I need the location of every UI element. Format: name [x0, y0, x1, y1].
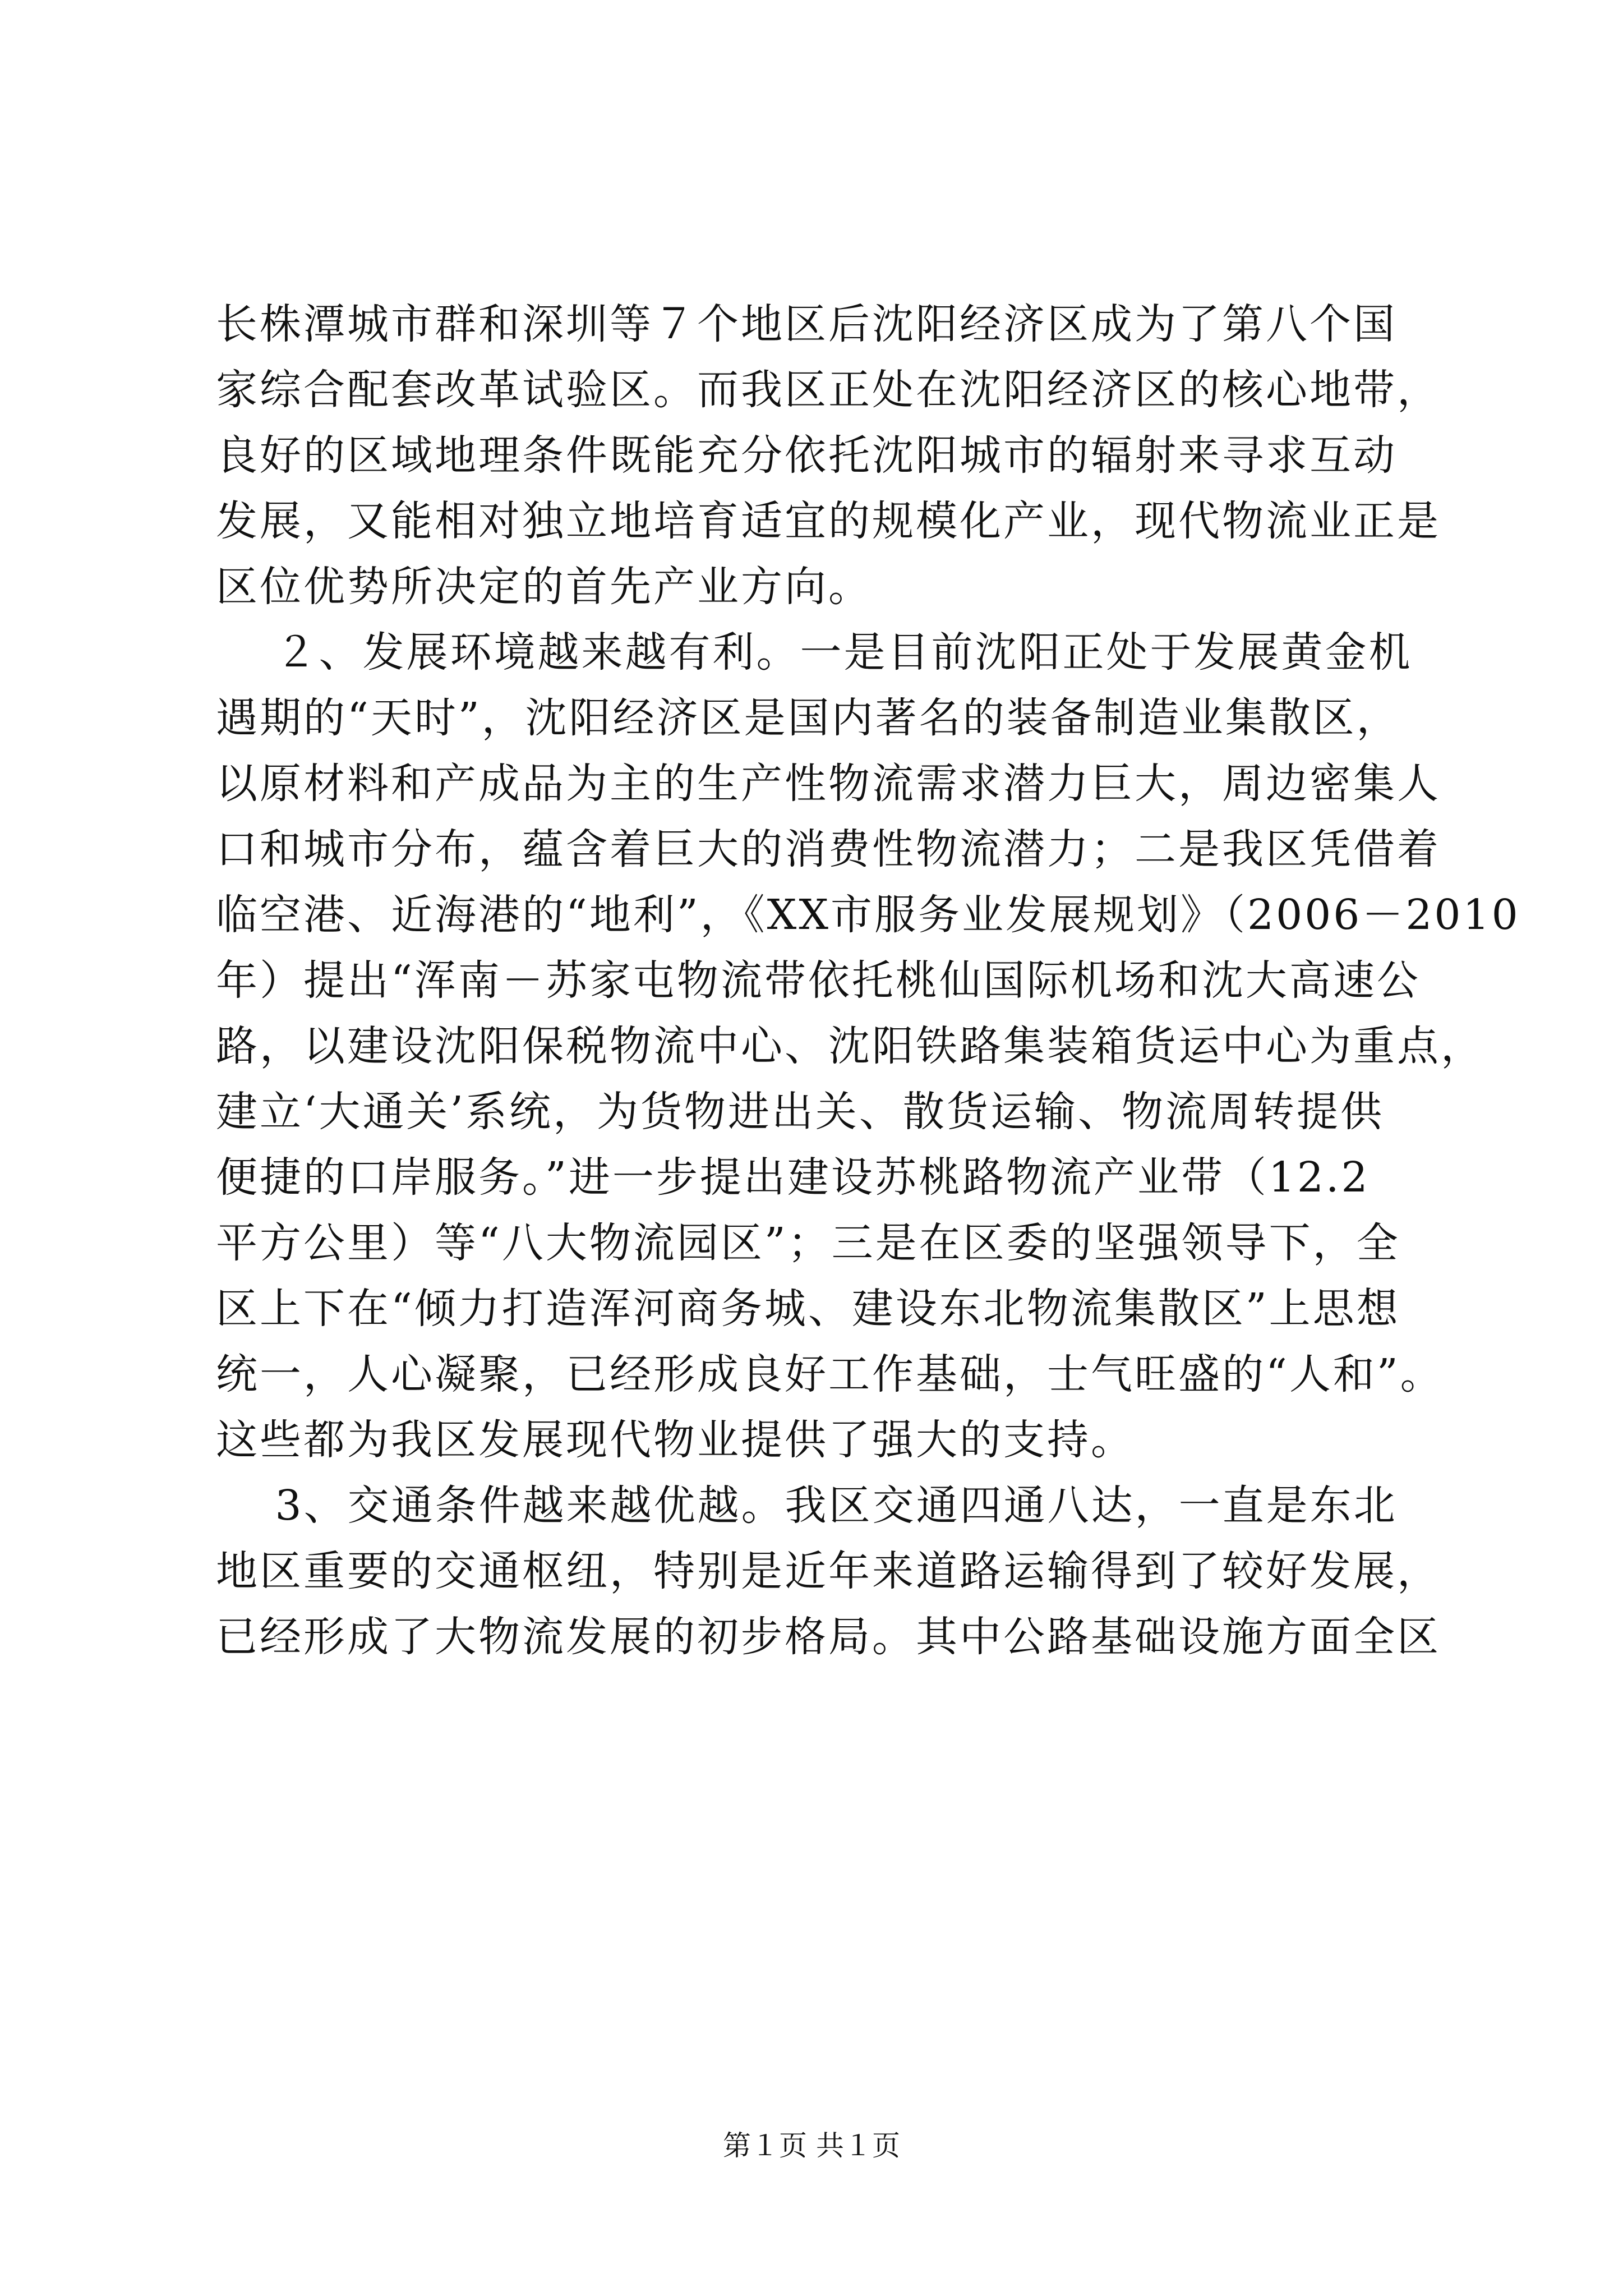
text-line: 家综合配套改革试验区。而我区正处在沈阳经济区的核心地带， [216, 366, 1441, 414]
text-line: 口和城市分布，蕴含着巨大的消费性物流潜力；二是我区凭借着 [216, 825, 1441, 873]
text-line: 3、交通条件越来越优越。我区交通四通八达，一直是东北 [216, 1481, 1398, 1530]
text-line: 临空港、近海港的“地利”，《XX市服务业发展规划》（2006－2010 [216, 891, 1520, 939]
text-line: 这些都为我区发展现代物业提供了强大的支持。 [216, 1416, 1135, 1464]
text-line: 区上下在“倾力打造浑河商务城、建设东北物流集散区”上思想 [216, 1285, 1400, 1333]
text-line: 长株潭城市群和深圳等７个地区后沈阳经济区成为了第八个国 [216, 300, 1397, 348]
body-text [216, 292, 1520, 1670]
text-line: 平方公里）等“八大物流园区”；三是在区委的坚强领导下，全 [216, 1219, 1400, 1267]
text-line: ２、发展环境越来越有利。一是目前沈阳正处于发展黄金机 [216, 628, 1413, 677]
text-line: 已经形成了大物流发展的初步格局。其中公路基础设施方面全区 [216, 1613, 1441, 1661]
page-number-footer: 第１页 共１页 [723, 2129, 900, 2162]
text-line: 遇期的“天时”，沈阳经济区是国内著名的装备制造业集散区， [216, 694, 1400, 742]
text-line: 便捷的口岸服务。”进一步提出建设苏桃路物流产业带（12.2 [216, 1153, 1370, 1202]
text-line: 年）提出“浑南－苏家屯物流带依托桃仙国际机场和沈大高速公 [216, 956, 1421, 1005]
text-line: 良好的区域地理条件既能充分依托沈阳城市的辐射来寻求互动 [216, 431, 1397, 480]
text-line: 地区重要的交通枢纽，特别是近年来道路运输得到了较好发展， [216, 1547, 1441, 1595]
text-line: 区位优势所决定的首先产业方向。 [216, 563, 872, 611]
text-line: 路，以建设沈阳保税物流中心、沈阳铁路集装箱货运中心为重点， [216, 1022, 1484, 1070]
text-line: 统一，人心凝聚，已经形成良好工作基础，士气旺盛的“人和”。 [216, 1350, 1444, 1398]
text-line: 发展，又能相对独立地培育适宜的规模化产业，现代物流业正是 [216, 497, 1441, 545]
text-line: 以原材料和产成品为主的生产性物流需求潜力巨大，周边密集人 [216, 760, 1441, 808]
text-line: 建立‘大通关’系统，为货物进出关、散货运输、物流周转提供 [216, 1088, 1385, 1136]
